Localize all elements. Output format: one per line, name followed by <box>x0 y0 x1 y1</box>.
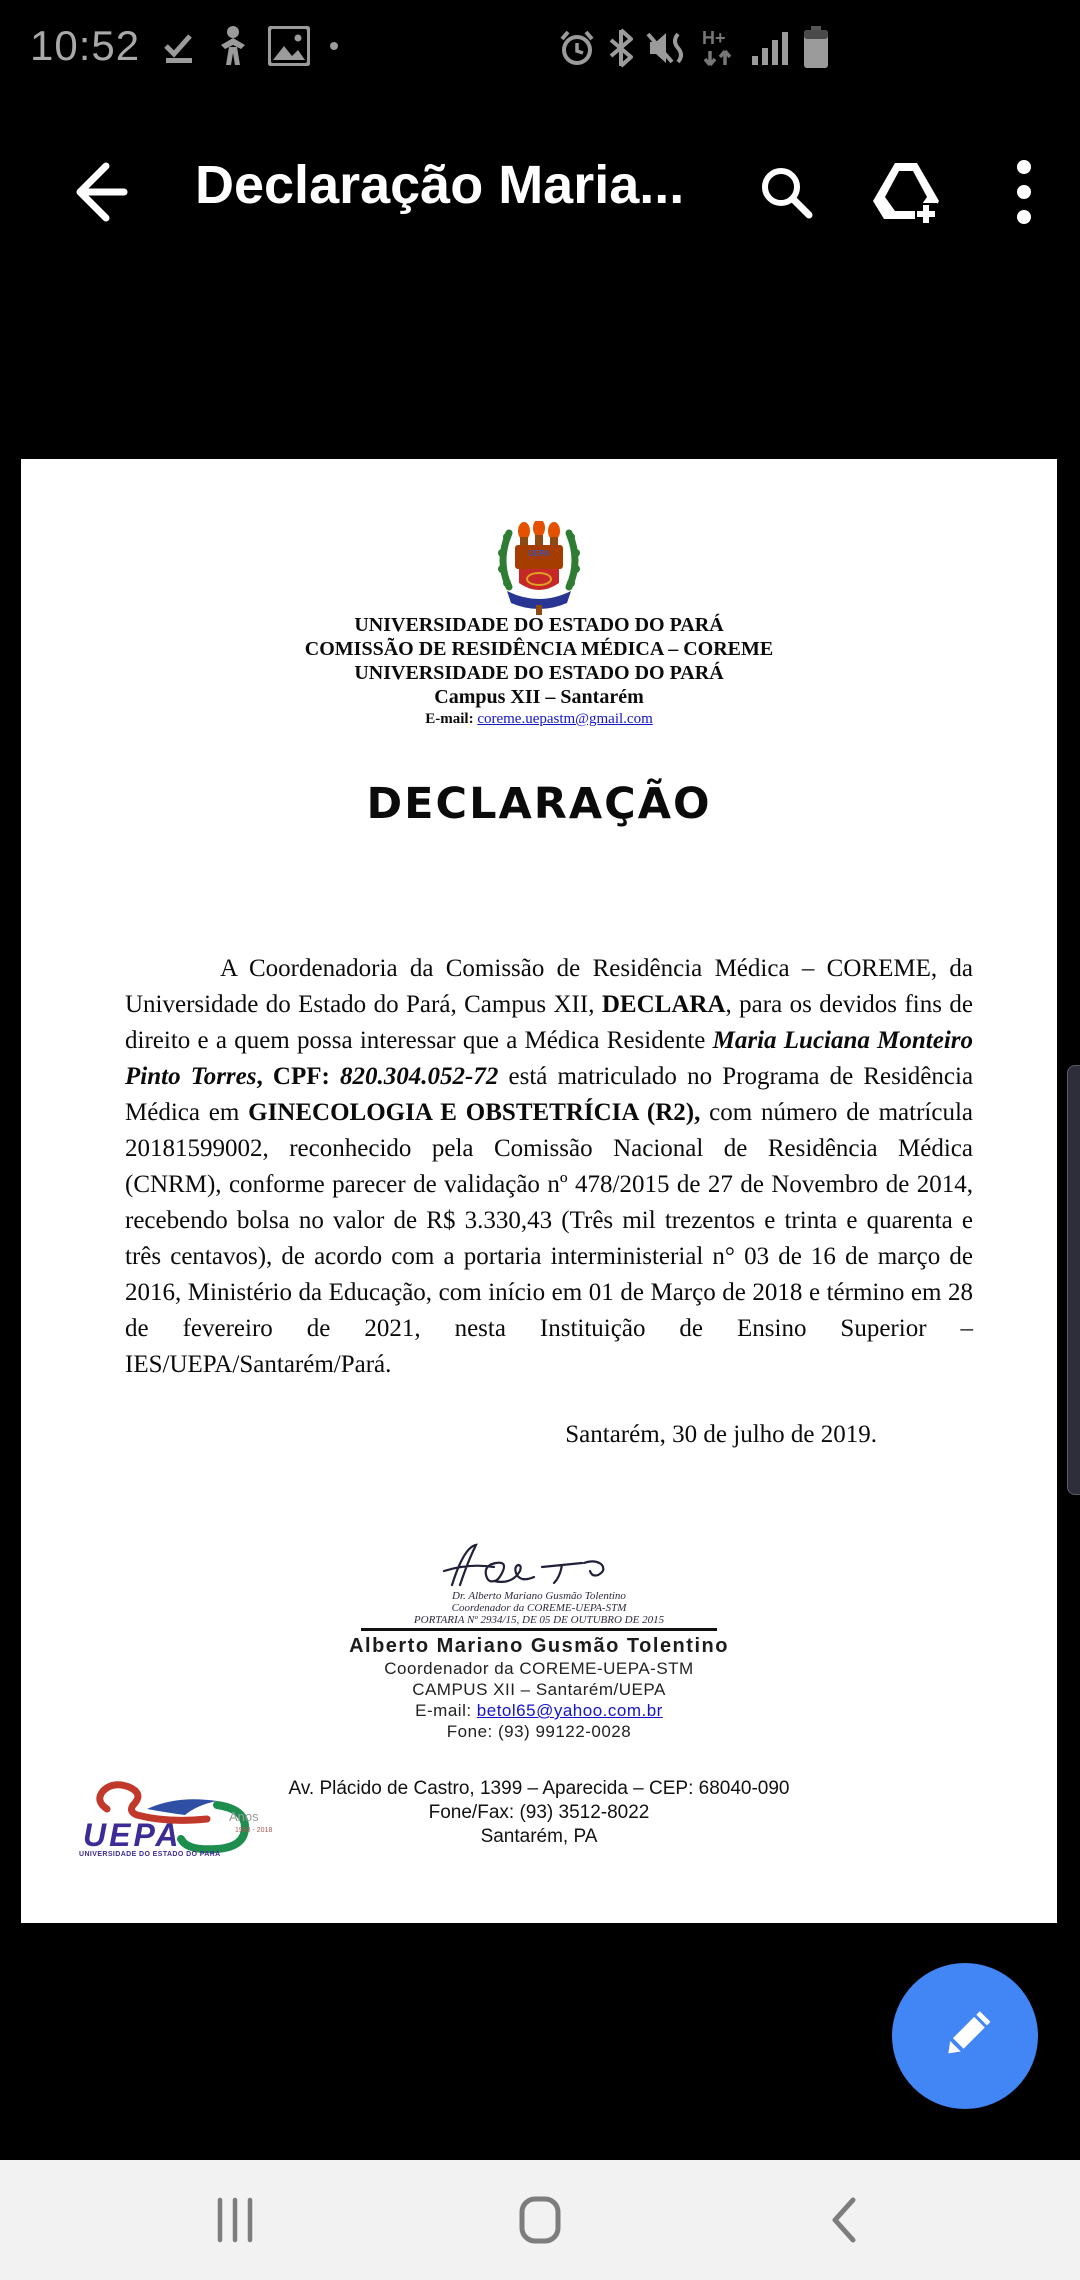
letterhead-line: UNIVERSIDADE DO ESTADO DO PARÁ <box>354 662 724 684</box>
edit-fab-button[interactable] <box>892 1963 1038 2109</box>
body-segment: DECLARA <box>601 991 726 1018</box>
recents-button[interactable] <box>190 2184 280 2256</box>
body-segment: está matriculado no Programa de Residência Médica em <box>125 1063 974 1126</box>
letterhead-line: Campus XII – Santarém <box>434 686 644 708</box>
status-time: 10:52 <box>30 22 141 69</box>
app-bar <box>0 120 1080 260</box>
overflow-menu-button[interactable] <box>986 154 1062 230</box>
body-segment: GINECOLOGIA E OBSTETRÍCIA (R2), <box>248 1099 701 1126</box>
stamp-line: Dr. Alberto Mariano Gusmão Tolentino <box>452 1590 626 1602</box>
signature-stamp <box>414 1590 664 1626</box>
letterhead-email-link[interactable]: coreme.uepastm@gmail.com <box>477 711 653 727</box>
signer-role: Coordenador da COREME-UEPA-STM <box>384 1659 694 1678</box>
signal-strength-icon <box>750 28 790 68</box>
pdf-page <box>21 459 1057 1923</box>
document-date: Santarém, 30 de julho de 2019. <box>565 1421 877 1448</box>
declaration-heading: DECLARAÇÃO <box>366 779 712 829</box>
signer-email <box>415 1700 663 1721</box>
body-segment: A Coordenadoria da Comissão de Residência Médica – COREME, da Universidade do Estado do Pará, Campus XII, <box>125 955 973 1018</box>
email-label: E-mail: <box>425 711 478 727</box>
signer-email-link[interactable]: betol65@yahoo.com.br <box>476 1701 663 1720</box>
uepa-logo-anos: Anos <box>229 1809 259 1824</box>
letterhead-email <box>21 709 1057 729</box>
body-segment: , <box>256 1063 273 1090</box>
uepa-logo-caption: UNIVERSIDADE DO ESTADO DO PARÁ <box>79 1851 221 1858</box>
alarm-icon <box>558 29 596 67</box>
navigation-bar <box>0 2160 1080 2280</box>
body-segment: com número de matrícula 20181599002, reconhecido pela Comissão Nacional de Residência Médica (CNRM), conforme parecer de validação nº 478/2015 de 27 de Novembro de 2014, recebendo bolsa no valor de R$ 3.330,43 (Três mil trezentos e trinta e quarenta e três centavos), de acordo com a portaria interministerial n° 03 de 16 de março de 2016, Ministério da Educação, com início em 01 de Março de 2018 e término em 28 de fevereiro de 2021, nesta Instituição de Ensino Superior – IES/UEPA/Santarém/Pará. <box>125 1099 973 1378</box>
body-segment: CPF: <box>272 1063 341 1090</box>
document-footer <box>21 1777 1057 1849</box>
accessibility-figure-icon <box>216 25 250 67</box>
back-button[interactable] <box>58 152 138 232</box>
document-body <box>125 951 973 1383</box>
search-button[interactable] <box>748 154 824 230</box>
signer-name: Alberto Mariano Gusmão Tolentino <box>349 1635 729 1657</box>
stamp-line: PORTARIA Nº 2934/15, DE 05 DE OUTUBRO DE 2015 <box>413 1614 665 1626</box>
letterhead-line: COMISSÃO DE RESIDÊNCIA MÉDICA – COREME <box>304 638 774 660</box>
signer-campus: CAMPUS XII – Santarém/UEPA <box>412 1680 666 1699</box>
gallery-icon <box>268 26 310 66</box>
body-segment: , para os devidos fins de direito e a quem possa interessar que a Médica Residente <box>125 991 973 1054</box>
hplus-data-icon <box>698 27 738 69</box>
add-to-drive-button[interactable] <box>868 154 944 230</box>
footer-city: Santarém, PA <box>480 1826 598 1847</box>
nav-back-button[interactable] <box>798 2184 888 2256</box>
signer-phone: Fone: (93) 99122-0028 <box>446 1722 632 1741</box>
body-segment: Maria Luciana Monteiro Pinto Torres <box>125 1027 974 1090</box>
uepa-coat-of-arms <box>493 521 585 622</box>
home-button[interactable] <box>495 2184 585 2256</box>
uepa-logo-text: UEPA <box>83 1817 182 1853</box>
status-bar <box>0 0 1080 90</box>
footer-address: Av. Plácido de Castro, 1399 – Aparecida – CEP: 68040-090 <box>288 1778 790 1799</box>
signature-block <box>21 1541 1057 1742</box>
email-label: E-mail: <box>415 1701 477 1720</box>
scrollbar-thumb[interactable] <box>1067 1065 1080 1495</box>
body-segment: 820.304.052-72 <box>340 1063 499 1090</box>
document-title-label: Declaração Maria... <box>195 155 685 215</box>
footer-phone: Fone/Fax: (93) 3512-8022 <box>428 1802 650 1823</box>
bluetooth-icon <box>608 28 634 68</box>
document-letterhead <box>21 613 1057 729</box>
download-done-icon <box>158 26 198 66</box>
signature-divider <box>361 1628 717 1631</box>
uepa-logo-years: 1993 - 2018 <box>235 1827 273 1834</box>
svg-text:H+: H+ <box>702 28 726 48</box>
edit-pencil-icon <box>935 2006 995 2066</box>
notification-dot-icon <box>328 40 340 52</box>
mute-vibrate-icon <box>646 28 686 68</box>
stamp-line: Coordenador da COREME-UEPA-STM <box>451 1602 627 1614</box>
letterhead-line: UNIVERSIDADE DO ESTADO DO PARÁ <box>354 614 724 636</box>
svg-text:UEPA: UEPA <box>528 549 550 558</box>
battery-icon <box>802 26 830 70</box>
